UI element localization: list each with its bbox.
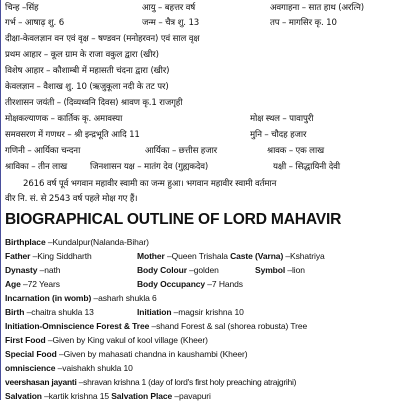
- hindi-paragraph-line-2: वीर नि. सं. से 2543 वर्ष पहले मोक्ष गए हैं।: [5, 194, 138, 204]
- dynasty-field: Dynasty –nath: [5, 265, 61, 275]
- shravika-hindi: श्राविका – तीन लाख: [5, 162, 67, 172]
- penance-hindi: तप – मागसिर कृ. 10: [270, 18, 337, 28]
- ganadhar-hindi: समवसरण में गणधर – श्री इन्द्रभूति आदि 11: [5, 130, 140, 140]
- salvation-hindi: मोक्षकल्याणक – कार्तिक कृ. अमावस्या: [5, 114, 123, 124]
- first-food-row: First Food –Given by King vakul of kool village (Kheer): [5, 335, 208, 345]
- body-occupancy-field: Body Occupancy –7 Hands: [137, 279, 243, 289]
- salvation-place-hindi: मोक्ष स्थल – पावापुरी: [250, 114, 314, 124]
- omniscience-row: omniscience –vaishakh shukla 10: [5, 363, 133, 373]
- birthplace-row: Birthplace –Kundalpur(Nalanda-Bihar): [5, 237, 149, 247]
- forest-tree-hindi: दीक्षा-केवलज्ञान वन एवं वृक्ष – षण्डवन (मनोहरवन) एवं साल वृक्ष: [5, 34, 200, 44]
- muni-hindi: मुनि – चौदह हजार: [250, 130, 307, 140]
- mother-field: Mother –Queen Trishala Caste (Varna) –Kshatriya: [137, 251, 325, 261]
- aryika-hindi: आर्यिका – छत्तीस हजार: [145, 146, 218, 156]
- age-field: Age –72 Years: [5, 279, 60, 289]
- father-field: Father –King Siddharth: [5, 251, 92, 261]
- shravak-hindi: श्रावक – एक लाख: [267, 146, 324, 156]
- height-hindi: अवगाहना – सात हाथ (अरत्नि): [270, 3, 364, 13]
- initiation-field: Initiation –magsir krishna 10: [137, 307, 244, 317]
- veershasan-row: veershasan jayanti –shravan krishna 1 (day of lord's first holy preaching atrajgrihi): [5, 377, 297, 387]
- symbol-field: Symbol –lion: [255, 265, 305, 275]
- age-hindi: आयु – बहत्तर वर्ष: [142, 3, 196, 13]
- english-heading: BIOGRAPHICAL OUTLINE OF LORD MAHAVIR: [5, 211, 342, 228]
- birth-field: Birth –chaitra shukla 13: [5, 307, 94, 317]
- conception-hindi: गर्भ – आषाढ़ शु. 6: [5, 18, 65, 28]
- salvation-row: Salvation –kartik krishna 15 Salvation Place –pavapuri: [5, 391, 211, 401]
- yakshi-hindi: यक्षी – सिद्धायिनी देवी: [273, 162, 340, 172]
- special-food-hindi: विशेष आहार – कौशाम्बी में महासती चंदना द्वारा (खीर): [5, 66, 170, 76]
- first-food-hindi: प्रथम आहार – कूल ग्राम के राजा वकुल द्वारा (खीर): [5, 50, 159, 60]
- forest-tree-row: Initiation-Omniscience Forest & Tree –shand Forest & sal (shorea robusta) Tree: [5, 321, 308, 331]
- omniscience-hindi: केवलज्ञान – वैशाख शु. 10 (ऋजुकूला नदी के तट पर): [5, 82, 169, 92]
- veershasan-hindi: तीरशासन जयंती – (दिव्यध्वनि दिवस) श्रावण कृ.1 राजगृही: [5, 98, 183, 108]
- yaksha-hindi: जिनशासन यक्ष – मातंग देव (गुह्यकदेव): [90, 162, 209, 172]
- birth-hindi: जन्म – चैत्र शु. 13: [142, 18, 200, 28]
- ganini-hindi: गणिनी – आर्यिका चन्दना: [5, 146, 81, 156]
- symbol-hindi: चिन्ह –सिंह: [5, 3, 39, 13]
- special-food-row: Special Food –Given by mahasati chandna in kaushambi (Kheer): [5, 349, 248, 359]
- hindi-paragraph-line-1: 2616 वर्ष पूर्व भगवान महावीर स्वामी का जन्म हुआ। भगवान महावीर स्वामी वर्तमान: [23, 179, 277, 189]
- incarnation-row: Incarnation (in womb) –asharh shukla 6: [5, 293, 157, 303]
- body-colour-field: Body Colour –golden: [137, 265, 219, 275]
